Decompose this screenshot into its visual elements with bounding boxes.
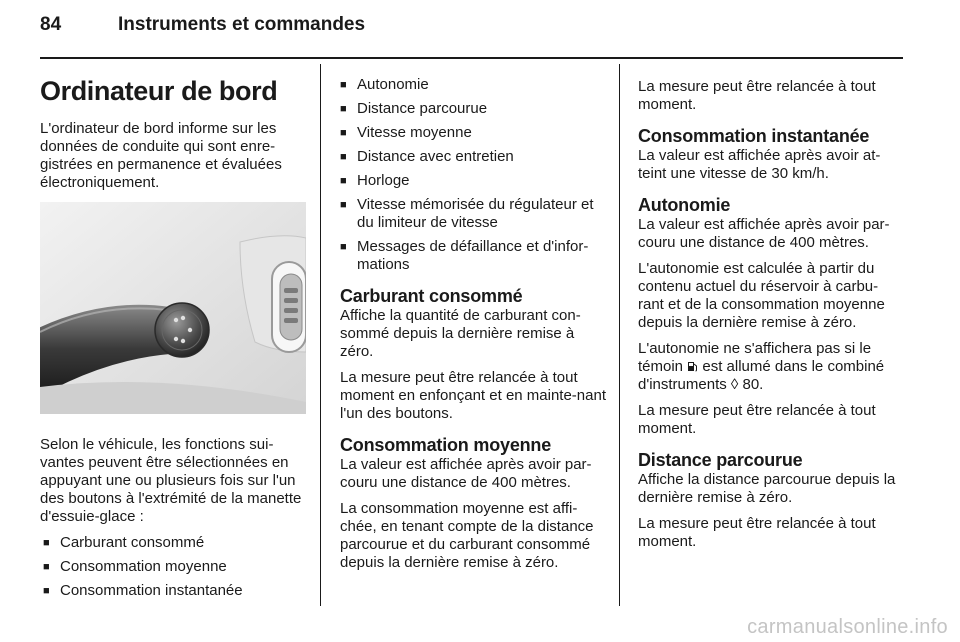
page-header: [40, 14, 365, 36]
list-item: ■ Vitesse moyenne: [340, 124, 472, 141]
bullet-icon: ■: [340, 175, 347, 187]
heading-avg-consumption: Consommation moyenne: [340, 435, 552, 455]
list-item: ■ Messages de défaillance et d'infor-mations: [340, 238, 589, 273]
range-p2: L'autonomie est calculée à partir du contenu actuel du réservoir à carbu-rant et de la consommation moyenne depuis la dernière remise à zéro.: [638, 260, 885, 331]
heading-range: Autonomie: [638, 195, 731, 215]
column-3: [638, 78, 902, 559]
list-item: ■ Carburant consommé: [43, 534, 205, 551]
function-list-2: [340, 76, 608, 274]
bullet-icon: ■: [43, 585, 50, 597]
bullet-icon: ■: [340, 79, 347, 91]
bullet-icon: ■: [340, 241, 347, 253]
watermark: carmanualsonline.info: [747, 616, 948, 638]
list-item: ■ Consommation moyenne: [43, 558, 227, 575]
page-ref-link[interactable]: 80.: [742, 376, 764, 393]
avg-consumption-p1: La valeur est affichée après avoir par-couru une distance de 400 mètres.: [340, 456, 592, 491]
bullet-icon: ■: [43, 561, 50, 573]
range-p4: La mesure peut être relancée à tout moment.: [638, 402, 876, 437]
range-p1: La valeur est affichée après avoir par-couru une distance de 400 mètres.: [638, 216, 890, 251]
heading-instant-consumption: Consommation instantanée: [638, 126, 870, 146]
instant-consumption-p1: La valeur est affichée après avoir at-teint une vitesse de 30 km/h.: [638, 147, 881, 182]
function-list-1: [40, 534, 306, 600]
column-1: [40, 74, 306, 606]
section-title: Instruments et commandes: [118, 14, 366, 35]
restart-note: La mesure peut être relancée à tout moment.: [638, 78, 876, 113]
intro-paragraph: L'ordinateur de bord informe sur les données de conduite qui sont enre-gistrées en permanence et évaluées électroniquement.: [40, 120, 282, 191]
page-title: Ordinateur de bord: [40, 76, 278, 106]
fuel-warning-icon: [687, 361, 698, 372]
page-ref-arrow-icon: ◊: [730, 376, 739, 393]
bullet-icon: ■: [340, 199, 347, 211]
heading-fuel-used: Carburant consommé: [340, 286, 523, 306]
list-item: ■ Distance parcourue: [340, 100, 488, 117]
bullet-icon: ■: [340, 127, 347, 139]
fuel-used-p2: La mesure peut être relancée à tout moment en enfonçant et en mainte-nant l'un des boutons.: [340, 369, 607, 422]
column-divider-2: [619, 64, 620, 606]
functions-intro: Selon le véhicule, les fonctions sui-vantes peuvent être sélectionnées en appuyant une ou plusieurs fois sur l'un des boutons à l'extrémité de la manette d'essuie-glace :: [40, 436, 302, 525]
bullet-icon: ■: [43, 537, 50, 549]
column-2: [340, 76, 608, 580]
avg-consumption-p2: La consommation moyenne est affi-chée, en tenant compte de la distance parcourue et du carburant consommé depuis la dernière remise à zéro.: [340, 500, 594, 571]
column-divider-1: [320, 64, 321, 606]
range-p3: L'autonomie ne s'affichera pas si le témoin est allumé dans le combiné d'instruments ◊ 80.: [638, 340, 885, 393]
page-number: 84: [40, 14, 62, 35]
wiper-stalk-figure: [40, 202, 306, 414]
list-item: ■ Consommation instantanée: [43, 582, 243, 599]
distance-p1: Affiche la distance parcourue depuis la dernière remise à zéro.: [638, 471, 896, 506]
fuel-used-p1: Affiche la quantité de carburant con-sommé depuis la dernière remise à zéro.: [340, 307, 581, 360]
heading-distance: Distance parcourue: [638, 450, 803, 470]
list-item: ■ Distance avec entretien: [340, 148, 514, 165]
distance-p2: La mesure peut être relancée à tout moment.: [638, 515, 876, 550]
header-rule: [40, 57, 903, 59]
list-item: ■ Vitesse mémorisée du régulateur et du limiteur de vitesse: [340, 196, 594, 231]
bullet-icon: ■: [340, 103, 347, 115]
bullet-icon: ■: [340, 151, 347, 163]
list-item: ■ Autonomie: [340, 76, 429, 93]
list-item: ■ Horloge: [340, 172, 410, 189]
